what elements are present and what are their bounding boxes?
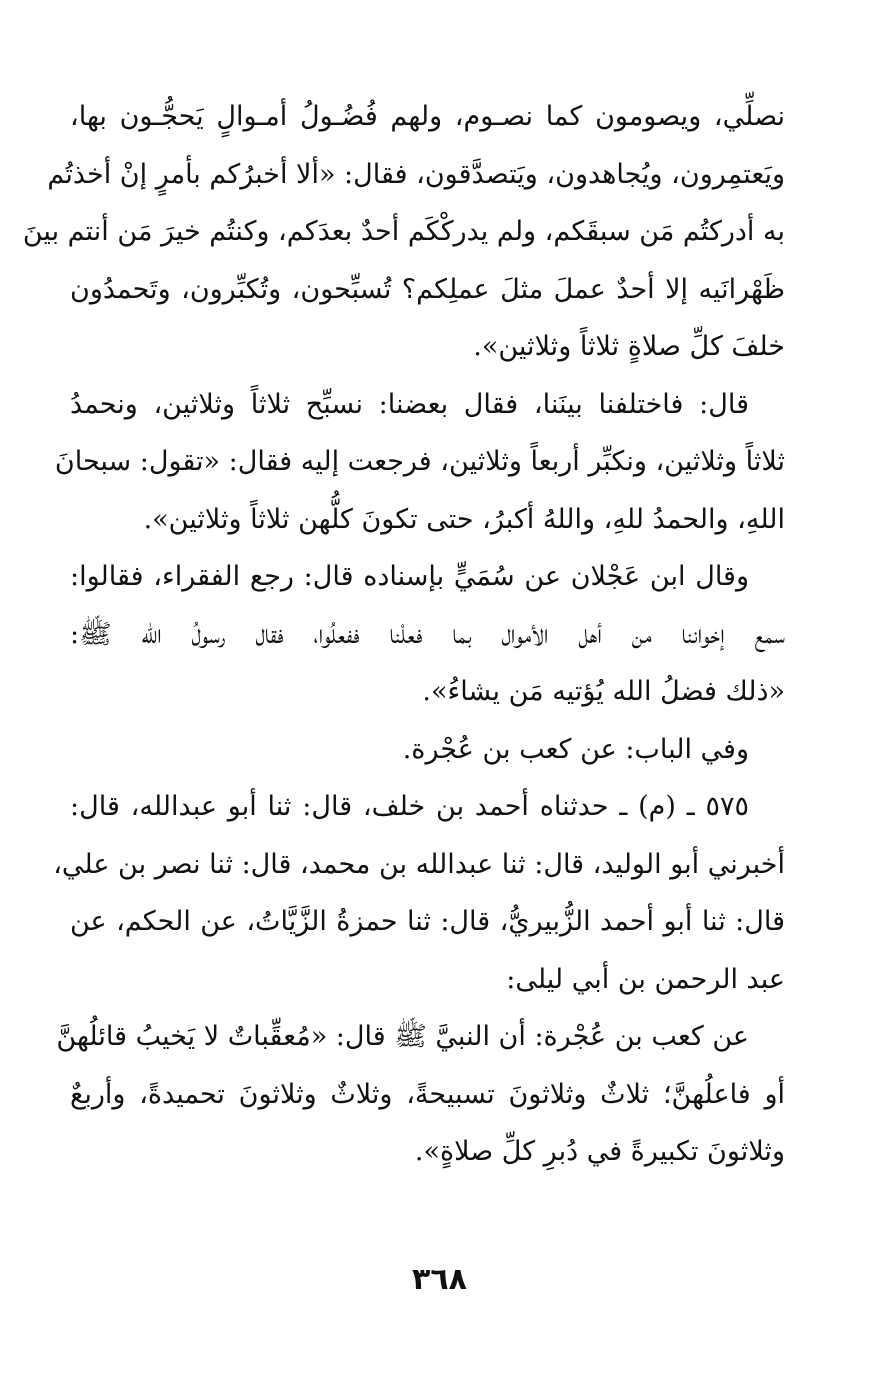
text-line: ويَعتمِرون، ويُجاهدون، ويَتصدَّقون، فقال: «ألا أخبرُكم بأمرٍ إنْ أخذتُم	[47, 158, 785, 190]
text-line: وفي الباب: عن كعب بن عُجْرة.	[402, 733, 749, 765]
page-body	[22, 88, 785, 1181]
text-line: اللهِ، والحمدُ للهِ، واللهُ أكبرُ، حتى تكونَ كلُّهن ثلاثاً وثلاثين».	[143, 503, 785, 535]
text-line: «ذلك فضلُ الله يُؤتيه مَن يشاءُ».	[422, 676, 785, 707]
text-line: سمع إخواننا من أهل الأموال بما فعلْنا ففعلُوا، فقال رسولُ الله ﷺ:	[70, 618, 785, 650]
text-line: وثلاثونَ تكبيرةً في دُبرِ كلِّ صلاةٍ».	[414, 1136, 785, 1167]
text-line: أو فاعلُهنَّ؛ ثلاثٌ وثلاثونَ تسبيحةً، وثلاثٌ وثلاثونَ تحميدةً، وأربعٌ	[70, 1078, 785, 1110]
paragraph	[70, 548, 785, 721]
text-line: وقال ابن عَجْلان عن سُمَيٍّ بإسناده قال: رجع الفقراء، فقالوا:	[70, 561, 749, 592]
paragraph	[22, 88, 785, 376]
text-line: نصلِّي، ويصومون كما نصـوم، ولهم فُضُـولُ أمـوالٍ يَحجُّـون بها،	[70, 101, 785, 132]
text-line: ثلاثاً وثلاثين، ونكبِّر أربعاً وثلاثين، فرجعت إليه فقال: «تقول: سبحانَ	[54, 446, 785, 477]
paragraph	[70, 721, 785, 779]
hadith-575-isnad	[53, 778, 785, 1008]
text-line: عبد الرحمن بن أبي ليلى:	[506, 963, 785, 995]
text-line: به أدركتُم مَن سبقَكم، ولم يدركْكَم أحدٌ بعدَكم، وكنتُم خيرَ مَن أنتم بينَ	[22, 216, 785, 247]
text-line: خلفَ كلِّ صلاةٍ ثلاثاً وثلاثين».	[473, 331, 785, 362]
paragraph	[54, 376, 785, 549]
text-line: قال: فاختلفنا بينَنا، فقال بعضنا: نسبِّح ثلاثاً وثلاثين، ونحمدُ	[70, 388, 749, 420]
text-line: قال: ثنا أبو أحمد الزُّبيريُّ، قال: ثنا حمزةُ الزَّيَّاتُ، عن الحكم، عن	[70, 906, 785, 937]
text-line: أخبرني أبو الوليد، قال: ثنا عبدالله بن محمد، قال: ثنا نصر بن علي،	[53, 848, 785, 880]
text-line: ٥٧٥ ـ (م) ـ حدثناه أحمد بن خلف، قال: ثنا أبو عبدالله، قال:	[70, 791, 749, 822]
text-line: عن كعب بن عُجْرة: أن النبيَّ ﷺ قال: «مُعقِّباتٌ لا يَخيبُ قائلُهنَّ	[56, 1021, 749, 1052]
text-line: ظَهْرانَيه إلا أحدٌ عملَ مثلَ عملِكم؟ تُسبِّحون، وتُكبِّرون، وتَحمدُون	[70, 273, 785, 305]
page-number: ٣٦٨	[412, 1262, 467, 1297]
hadith-575-matn	[56, 1008, 785, 1181]
